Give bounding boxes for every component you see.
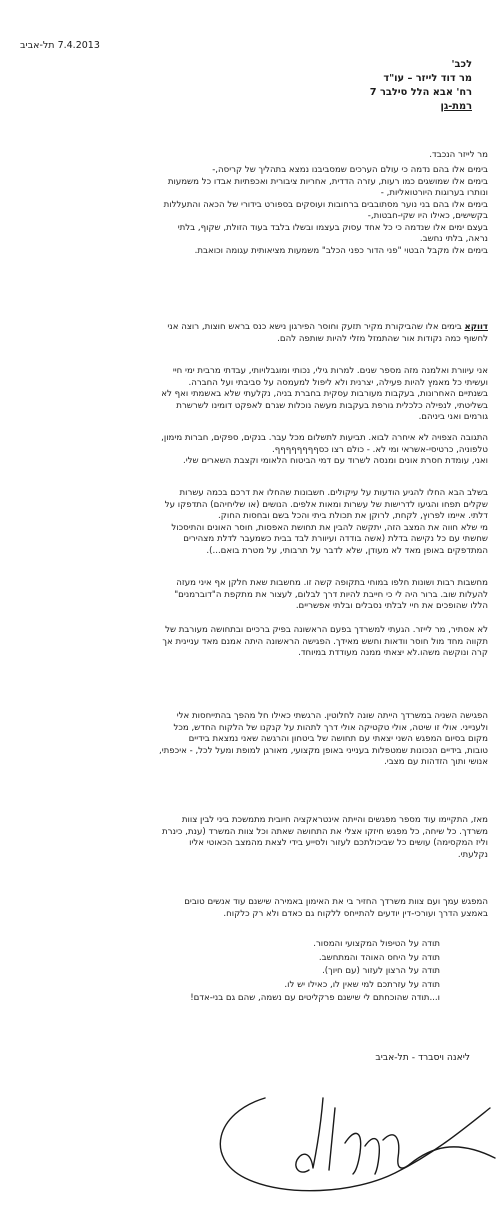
text-line: [18, 322, 488, 334]
text-line: טלפוניה, כרטיסי-אשראי ומי לא. - כולם רצו כסףףףףףףףף.: [272, 444, 488, 455]
thanks-line: תודה על עזרתכם למי שאין לו, כאילו יש לו.: [284, 979, 440, 990]
text-line: מקום בסיום המפגש השני יצאתי עם תחושה של ביטחון והרגשה שאני נמצאת בידיים: [188, 734, 488, 744]
text-line: קרה ונוקשה משהו.לא יצאתי ממנה מעודדת במיוחד.: [298, 648, 488, 658]
recipient-to: לכב': [451, 59, 472, 70]
paragraph-claims: [18, 433, 488, 468]
text-line: בימים אלו בהם בני נוער מסתובבים ברחובות ועוסקים בספורט בידורי של הכאה והתעללות: [163, 199, 488, 210]
text-line: מחשבות רבות ושונות חלפו במוחי בתקופה קשה זו. מחשבות שאת חלקן אף איני מעזה: [176, 578, 488, 588]
text-line: שחשתי עם כל נקישה בדלת (אשה בודדה ועיוורת לבד בבית כשמעבר לדלת מצהירים: [183, 534, 488, 544]
text-line: התגובה הצפויה לא איחרה לבוא. תביעות לתשלום מכל עבר. בנקים, ספקים, חברות מימון,: [161, 433, 488, 443]
text-line: בעצם ימים אלו שנדמה כי כל אחד עסוק בעצמו ובשלו בלבד בעוד הזולת, שקוף, בלתי: [177, 222, 488, 233]
signature-letter-stroke: [329, 1108, 335, 1170]
paragraph-background: [18, 366, 488, 424]
text-line: שקלים תפחו והגיעו לדרישות של עשרות ומאות אלפים. הנושים (או שליחיהם) התדפקו על: [164, 499, 488, 510]
text-line: נקלעתי.: [457, 849, 488, 860]
thanks-list: [20, 938, 440, 1006]
text-line: משרדך. כל שיחה, כל מפגש חיזקו אצלי את התחושה שאתה וכל צוות המשרד (ענת, כינרת: [162, 826, 488, 837]
text-line: הללו שהופכים את חיי לבלתי נסבלים ובלתי אפשריים.: [295, 601, 488, 611]
intro-paragraph: [18, 165, 488, 257]
text-line: ונותרו בערוגות היורטואליות, -: [380, 188, 488, 198]
handwritten-signature: [205, 1068, 500, 1218]
recipient-street: רח' אבא הלל סילבר 7: [369, 87, 472, 98]
text-line: אנושי ותוך הזדהות עם מצבי.: [384, 757, 488, 767]
dooka-keyword: דווקא: [464, 322, 488, 332]
text-line: ולענייני. אולי זו שיטה, אולי טקטיקה אולי דרך לתהות על קנקנו של הלקוח החדש, מכל: [173, 722, 488, 733]
text-line: מאז, התקיימו עוד מספר מפגשים והייתה אינטראקציה חיובית מתמשכת ביני לבין צוות: [181, 815, 488, 825]
paragraph-trust: [18, 897, 488, 920]
thanks-line: תודה על היחס האוהד והמתחשב.: [318, 952, 440, 963]
text-line: גורמים ואני ביניהם.: [418, 412, 488, 422]
thanks-line: ו...תודה שהוכחתם לי שישנם פרקליטים עם נשמה, שהם גם בני-אדם!: [190, 993, 440, 1003]
text-line: תקווה מחד מול חוסר וודאות וחשש מאידך. הפגישה הראשונה היתה אמנם מאד עניינית אך: [162, 636, 488, 647]
text-line: המתדפקים באופן מאד לא מעודן, שלא לדבר על תרבותי, על מטרת בואם...).: [206, 545, 488, 556]
text-line: נראה, בלתי נחשב.: [419, 234, 488, 244]
signature-letter-stroke: [365, 1139, 379, 1174]
signer-name: ליאנה ויסברד - תל-אביב: [375, 1052, 470, 1063]
date-line: 7.4.2013 תל-אביב: [20, 40, 100, 51]
signature-letter-stroke: [345, 1133, 361, 1174]
signature-loop-stroke: [220, 1098, 490, 1191]
text-line: באמצע הדרך ועורכי-דין יודעים להתייחס ללקוח גם כאדם ולא רק כלקוח.: [223, 908, 488, 919]
thanks-line: תודה על הטיפול המקצועי והמסור.: [313, 939, 440, 949]
text-line: טובות, בידיים הנכונות שמטפלות בענייני באופן מקצועי, מאורגן למופת ומעל לכל, - איכפתי,: [159, 745, 488, 756]
text-line: בימים אלו בהם נדמה כי עולם הערכים שמסביבנו נמצא בתהליך של קריסה,-: [212, 165, 488, 175]
recipient-name: מר דוד לייזר – עו"ד: [383, 73, 472, 84]
recipient-block: [172, 58, 472, 114]
signature-letter-stroke: [296, 1098, 323, 1172]
signature-letter-stroke: [383, 1135, 410, 1168]
text-line: בימים אלו שמושגים כמו רעות, עזרה הדדית, אחריות ציבורית ואכפתיות אבדו כל משמעות: [167, 176, 488, 187]
text-line: הפגישה השניה במשרדך הייתה שונה לחלוטין. הרגשתי כאילו חל מהפך בהתייחסות אלי: [176, 711, 488, 721]
text-line: בשנתיים האחרונות, בעקבות מעורבות עסקית בחברת בניה, נקלעתי שלא באשמתי ואף לא: [161, 389, 488, 399]
paragraph-thoughts: [18, 578, 488, 613]
text-line: בקשישים, כאילו היו שקי-חבטות,-: [367, 211, 488, 221]
text-line: בשלב הבא החלו להגיע הודעות על עיקולים. חשבונות שהחלו את דרכם בכמה עשרות: [179, 488, 488, 498]
paragraph-second-meeting: [18, 711, 488, 769]
text-line: וליז המקסימה) עושים כל שביכולתכם לעזור ולסייע בידי לצאת מהמצב הכאוטי אליו: [189, 838, 488, 848]
text-line: אני עיוורת ואלמנה מזה מספר שנים. למרות גילי, נכותי ומוגבלויותי, עבדתי מרבית ימי חיי: [172, 366, 488, 376]
text-line: ועשיתי כל מאמץ להיות פעילה, יצרנית ולא ליפול למעמסה על סביבתי ועל החברה.: [188, 377, 488, 388]
paragraph-first-meeting: [18, 625, 488, 660]
paragraph-seizures: [18, 488, 488, 557]
text-line: דלתי. איימו לפרוץ, לקחת, לרוקן את תכולת ביתי והכל בשם ובחסות החוק.: [218, 511, 488, 521]
text-line: לחשוף כמה נקודות אור שהתמזל מזלי להיות שותפה להם.: [277, 333, 488, 344]
recipient-city: רמת-גן: [440, 101, 472, 112]
signature-tail-stroke: [410, 1147, 495, 1164]
text-line: מי שלא חווה את המצב הזה, יתקשה להבין את תחושת האפסות, חוסר האונים והתיסכול: [171, 522, 488, 533]
salutation-text: מר לייזר הנכבד.: [429, 150, 488, 160]
dooka-paragraph: [18, 322, 488, 345]
text-line: בימים אלו מקבל הבטוי "פני הדור כפני הכלב" משמעות מציאותית עגומה וכואבת.: [194, 245, 488, 256]
text-line: בשליטתי, לנפילה כלכלית גורפת בעקבות מעשה נוכלות שגרם לאפקט דומינו לשרשרת: [176, 400, 488, 411]
thanks-line: תודה על הרצון לעזור (עם חיוך).: [322, 966, 440, 976]
text-line: המפגש עמך ועם צוות משרדך החזיר בי את האימון באמירה שישנם עוד אנשים טובים: [184, 897, 488, 907]
paragraph-team: [18, 815, 488, 861]
salutation: [18, 150, 488, 162]
text-line: ואני, עומדת חסרת אונים ומנסה לשרוד עם דמי הביטוח הלאומי וקצבת השארים שלי.: [183, 456, 488, 466]
text-line: לא אסתיר, מר לייזר. הגעתי למשרדך בפעם הראשונה בפיק ברכיים ובתחושה מעורבת של: [165, 625, 488, 635]
text-line: להעלות שוב. ברור היה לי כי חייבת להיות דרך לבלום, לעצור את מתקפת ה"דוברמנים": [174, 589, 488, 600]
dooka-rest: בימים אלו שהביקורת מקיר תזעק וחוסר הפירגון נישא כנס בראש חוצות, רוצה אני: [167, 322, 465, 332]
